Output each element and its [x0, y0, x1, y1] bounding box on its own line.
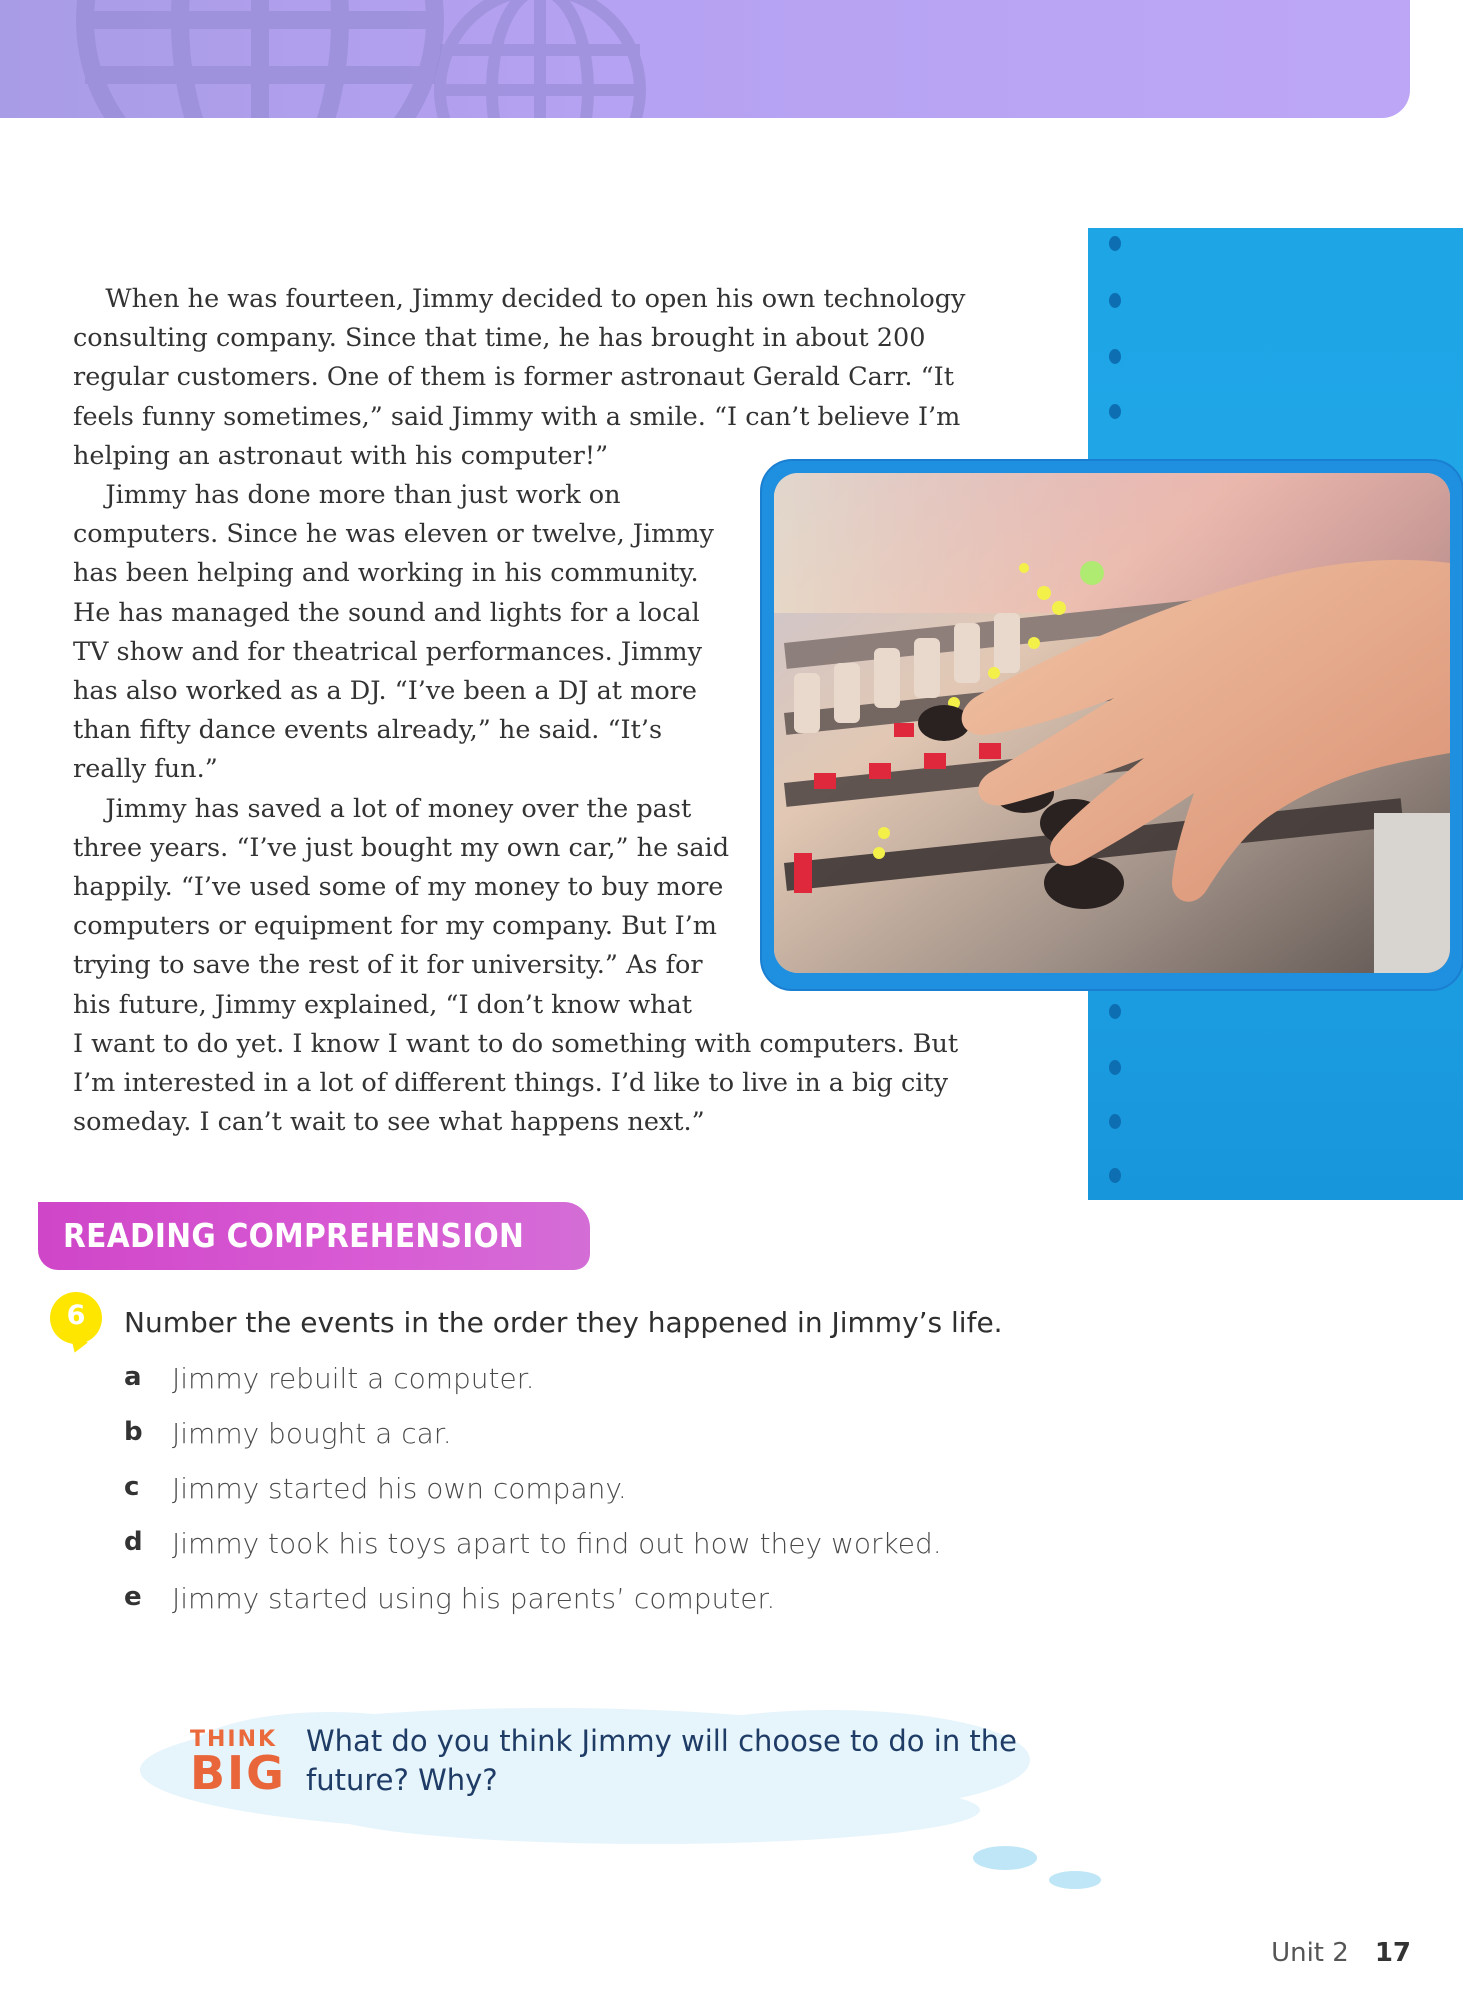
article-line: Jimmy has saved a lot of money over the past	[73, 793, 692, 824]
binder-hole-icon	[1109, 1004, 1121, 1019]
binder-hole-icon	[1109, 1114, 1121, 1129]
article-line: feels funny sometimes,” said Jimmy with a smile. “I can’t believe I’m	[73, 401, 961, 432]
page-footer	[1271, 1938, 1411, 1968]
binder-hole-icon	[1109, 349, 1121, 364]
item-text: Jimmy bought a car.	[172, 1417, 452, 1450]
binder-hole-icon	[1109, 404, 1121, 419]
article-line: regular customers. One of them is former astronaut Gerald Carr. “It	[73, 362, 954, 393]
think-big-prompt	[306, 1722, 1026, 1800]
binder-hole-icon	[1109, 1060, 1121, 1075]
binder-hole-icon	[1109, 236, 1121, 251]
article-line: I want to do yet. I know I want to do something with computers. But	[73, 1028, 959, 1059]
question-number-badge	[50, 1292, 102, 1344]
think-big-logo	[190, 1727, 290, 1800]
article-line: has also worked as a DJ. “I’ve been a DJ at more	[73, 676, 697, 707]
item-letter: e	[124, 1582, 142, 1612]
article-line: his future, Jimmy explained, “I don’t know what	[73, 989, 693, 1020]
item-text: Jimmy started his own company.	[172, 1472, 627, 1505]
article-line: really fun.”	[73, 754, 218, 785]
article-line: Jimmy has done more than just work on	[73, 480, 621, 511]
article-line: someday. I can’t wait to see what happens next.”	[73, 1107, 705, 1138]
article-line: than fifty dance events already,” he said. “It’s	[73, 715, 663, 746]
item-text: Jimmy took his toys apart to find out how they worked.	[172, 1527, 942, 1560]
item-text: Jimmy started using his parents’ computer.	[172, 1582, 776, 1615]
banner-title: READING COMPREHENSION	[63, 1216, 525, 1255]
globe-decoration-icon	[0, 0, 1410, 118]
article-line: TV show and for theatrical performances. Jimmy	[73, 636, 702, 667]
article-line: happily. “I’ve used some of my money to buy more	[73, 872, 724, 903]
item-letter: a	[124, 1362, 142, 1392]
think-big-logo-think: THINK	[190, 1727, 278, 1752]
article-line: I’m interested in a lot of different things. I’d like to live in a big city	[73, 1068, 949, 1099]
question-prompt: Number the events in the order they happened in Jimmy’s life.	[124, 1306, 1003, 1339]
item-letter: b	[124, 1417, 143, 1447]
item-letter: c	[124, 1472, 140, 1502]
article-line: computers or equipment for my company. But I’m	[73, 911, 717, 942]
binder-hole-icon	[1109, 1168, 1121, 1183]
unit-label: Unit 2	[1271, 1938, 1349, 1968]
article-line: helping an astronaut with his computer!”	[73, 440, 609, 471]
article-line: consulting company. Since that time, he has brought in about 200	[73, 323, 926, 354]
article-line: He has managed the sound and lights for a local	[73, 597, 700, 628]
reading-comprehension-banner	[38, 1202, 590, 1270]
article-line: three years. “I’ve just bought my own car,” he said	[73, 832, 730, 863]
item-text: Jimmy rebuilt a computer.	[172, 1362, 535, 1395]
article-line: trying to save the rest of it for university.” As for	[73, 950, 703, 981]
think-big-logo-big: BIG	[190, 1746, 286, 1800]
page-number: 17	[1374, 1938, 1411, 1968]
article-line: has been helping and working in his community.	[73, 558, 699, 589]
article-body	[73, 280, 993, 1142]
article-line: When he was fourteen, Jimmy decided to open his own technology	[73, 284, 966, 314]
question-number: 6	[66, 1300, 86, 1331]
article-line: computers. Since he was eleven or twelve, Jimmy	[73, 519, 714, 550]
binder-hole-icon	[1109, 293, 1121, 308]
think-big-prompt-line: What do you think Jimmy will choose to do in the	[306, 1724, 1018, 1758]
think-big-prompt-line: future? Why?	[306, 1763, 498, 1797]
header-band	[0, 0, 1410, 118]
item-letter: d	[124, 1527, 143, 1557]
